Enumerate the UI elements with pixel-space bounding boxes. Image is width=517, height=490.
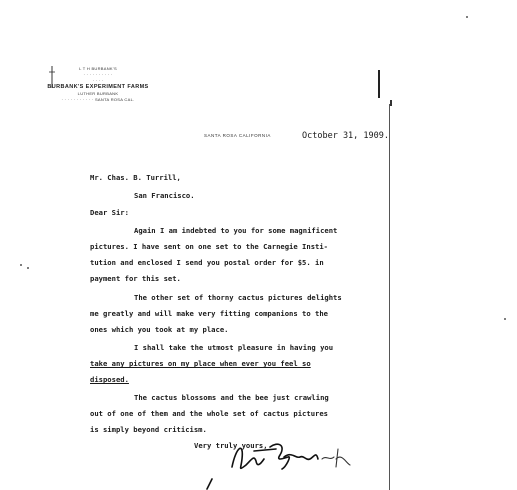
dateline-date: October 31, 1909. [302,131,389,141]
dateline-place: SANTA ROSA CALIFORNIA [204,133,271,138]
letterhead-name: LUTHER BURBANK [77,91,119,96]
letterhead [38,66,158,103]
recipient-name: Mr. Chas. B. Turrill, [90,173,181,182]
paragraph-1-line: Again I am indebted to you for some magnificent [134,226,338,235]
letterhead-line-2: · · · · · · · · · · [83,72,113,77]
closing: Very truly yours, [194,441,268,450]
letterhead-emblem-icon [48,66,56,88]
letterhead-line-3: · · · · [92,78,104,83]
scan-speck [20,264,22,266]
letterhead-company: BURBANK'S EXPERIMENT FARMS [47,84,149,90]
scan-speck [504,318,506,320]
scan-edge-mark [378,70,380,98]
recipient-city: San Francisco. [134,191,195,200]
scan-speck [27,267,29,269]
paragraph-3-line: disposed. [90,375,129,384]
paragraph-2-line: ones which you took at my place. [90,325,229,334]
paragraph-4-line: The cactus blossoms and the bee just crawling [134,393,329,402]
paragraph-4-line: out of one of them and the whole set of cactus pictures [90,409,328,418]
paragraph-1-line: tution and enclosed I send you postal order for $5. in [90,258,324,267]
letterhead-line-1: L T H BURBANK'S [79,66,117,71]
paragraph-4-line: is simply beyond criticism. [90,425,207,434]
letterhead-address: · · · · · · · · · · · SANTA ROSA CAL. [61,97,135,102]
ink-mark [204,478,216,490]
paragraph-1-line: pictures. I have sent on one set to the Carnegie Insti- [90,242,328,251]
handwritten-signature [226,437,356,477]
paragraph-1-line: payment for this set. [90,274,181,283]
paragraph-2-line: me greatly and will make very fitting companions to the [90,309,328,318]
paragraph-3-line: I shall take the utmost pleasure in having you [134,343,334,352]
scan-edge-tick [390,100,392,106]
salutation: Dear Sir: [90,208,129,217]
paragraph-3-line: take any pictures on my place when ever you feel so [90,359,311,368]
scan-speck [466,16,468,18]
scan-edge-line [389,104,390,490]
paragraph-2-line: The other set of thorny cactus pictures delights [134,293,342,302]
